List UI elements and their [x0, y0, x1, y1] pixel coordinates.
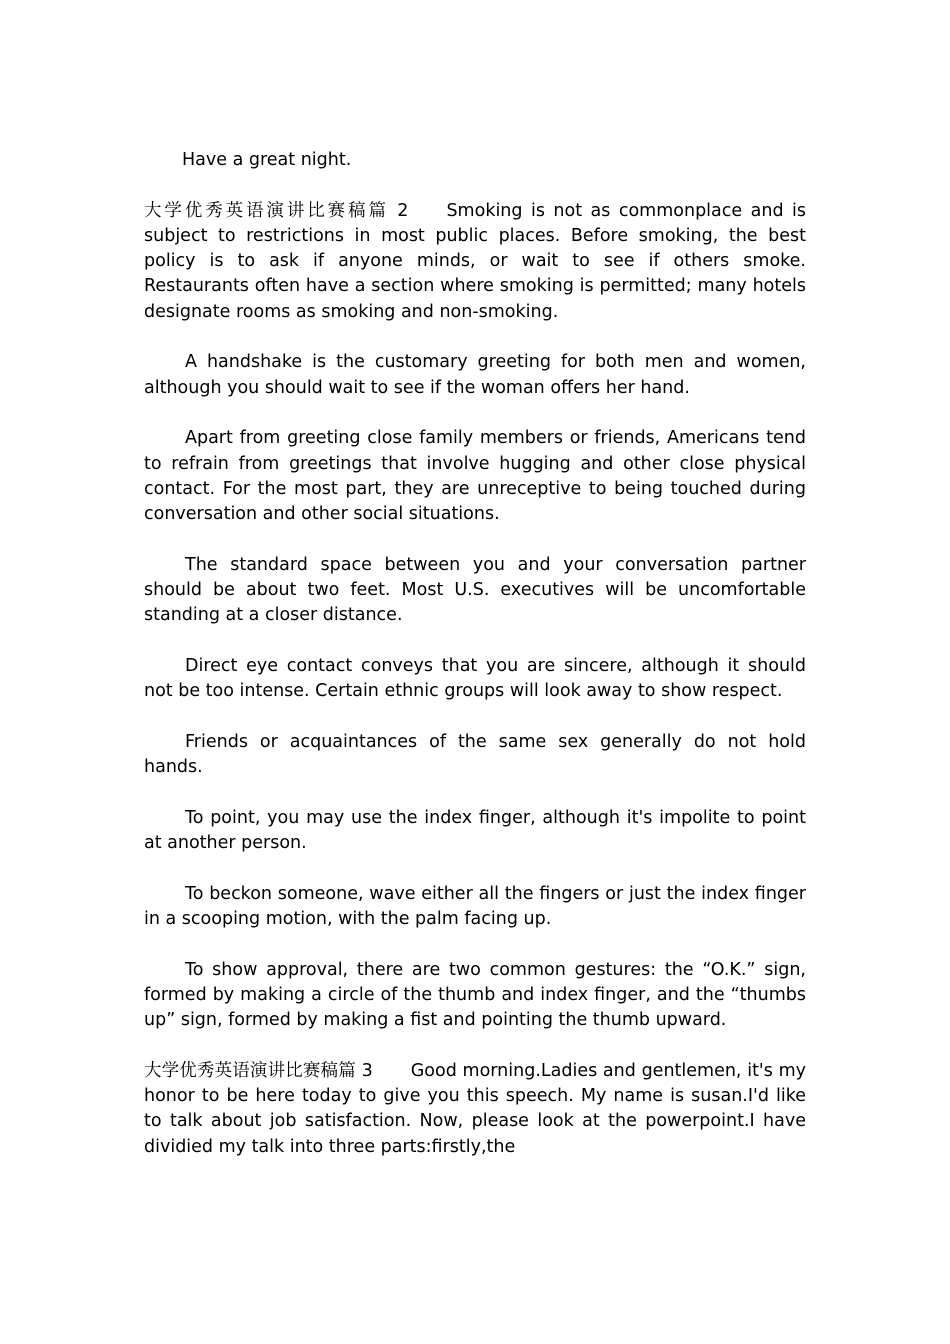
section-3-paragraph [144, 1059, 806, 1160]
pointing-paragraph: To point, you may use the index finger, although it's impolite to point at another person. [144, 807, 806, 854]
document-page [144, 148, 806, 1185]
section-2-paragraph [144, 199, 806, 325]
section-3-heading: 大学优秀英语演讲比赛稿篇 3 [144, 1060, 373, 1081]
beckoning-paragraph: To beckon someone, wave either all the fingers or just the index finger in a scooping motion, with the palm facing up. [144, 883, 806, 929]
section-2-text: Smoking is not as commonplace and is subject to restrictions in most public places. Before smoking, the best policy is to ask if anyone minds, or wait to see if others smoke. Restaurants often have a section where smoking is permitted; many hotels designate rooms as smoking and non-smoking. [144, 200, 806, 322]
eye-contact-paragraph: Direct eye contact conveys that you are sincere, although it should not be too intense. Certain ethnic groups will look away to show respect. [144, 655, 806, 702]
personal-space-paragraph: The standard space between you and your conversation partner should be about two feet. Most U.S. executives will be uncomfortable standing at a closer distance. [144, 554, 806, 626]
holding-hands-paragraph: Friends or acquaintances of the same sex generally do not hold hands. [144, 731, 806, 778]
closing-line: Have a great night. [182, 150, 352, 170]
handshake-paragraph: A handshake is the customary greeting for both men and women, although you should wait to see if the woman offers her hand. [144, 352, 806, 398]
section-3-text: Good morning.Ladies and gentlemen, it's my honor to be here today to give you this speech. My name is susan.I'd like to talk about job satisfaction. Now, please look at the powerpoint.I have dividied my talk into three parts:firstly,the [144, 1060, 806, 1157]
greeting-paragraph: Apart from greeting close family members or friends, Americans tend to refrain from greetings that involve hugging and other close physical contact. For the most part, they are unreceptive to being touched during conversation and other social situations. [144, 428, 806, 525]
approval-gestures-paragraph: To show approval, there are two common gestures: the “O.K.” sign, formed by making a circle of the thumb and index finger, and the “thumbs up” sign, formed by making a fist and pointing the thumb upward. [144, 959, 806, 1031]
section-2-heading: 大学优秀英语演讲比赛稿篇 2 [144, 200, 409, 221]
